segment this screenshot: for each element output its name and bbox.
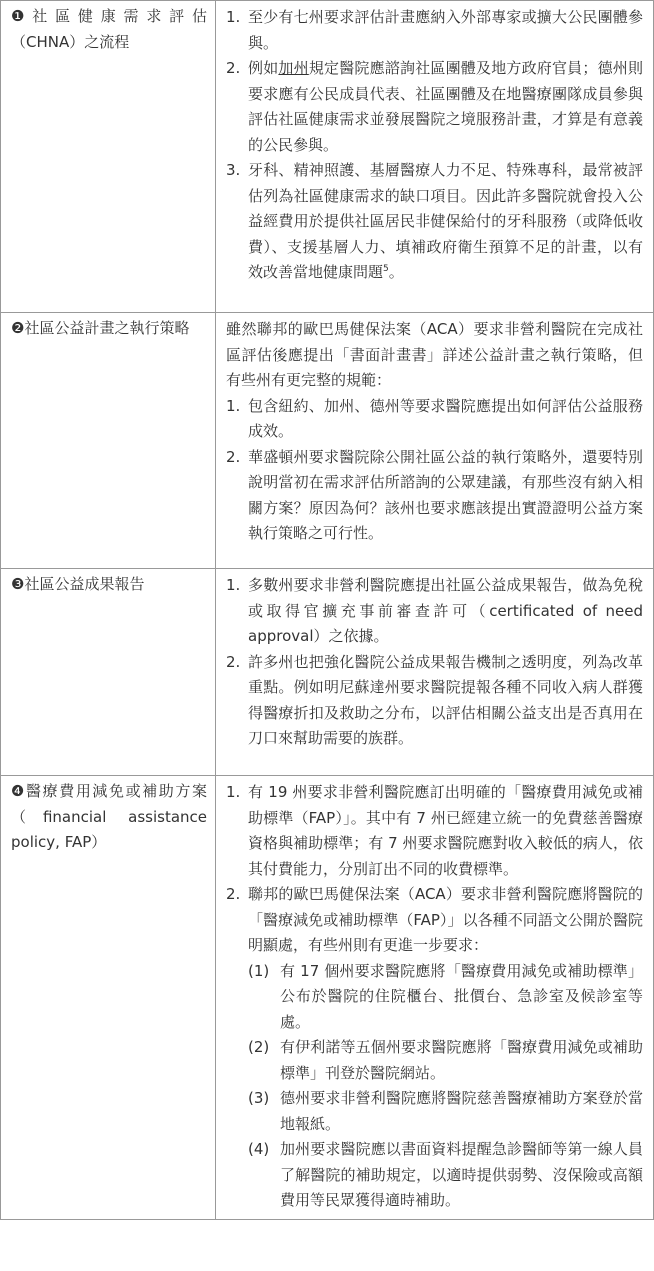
table-row xyxy=(1,569,654,776)
list-text: 多數州要求非營利醫院應提出社區公益成果報告，做為免稅或取得官擴充事前審查許可（certificated of need approval）之依據。 xyxy=(248,576,643,645)
list-number: 1. xyxy=(226,576,241,594)
numbered-list xyxy=(226,5,643,286)
sub-list-text: 德州要求非營利醫院應將醫院慈善醫療補助方案登於當地報紙。 xyxy=(280,1089,643,1133)
table-row xyxy=(1,313,654,569)
row-content-cell xyxy=(216,1,654,313)
list-item xyxy=(226,650,643,752)
list-number: 1. xyxy=(226,396,241,415)
list-text: 許多州也把強化醫院公益成果報告機制之透明度，列為改革重點。例如明尼蘇達州要求醫院提報各種不同收入病人群獲得醫療折扣及救助之分布，以評估相關公益支出是否真用在刀口來幫助需要的族群。 xyxy=(248,652,643,747)
sub-list-text: 加州要求醫院應以書面資料提醒急診醫師等第一線人員了解醫院的補助規定，以適時提供弱勢、沒保險或高額費用等民眾獲得適時補助。 xyxy=(280,1140,643,1209)
sub-list-number: (4) xyxy=(248,1140,270,1158)
table-row xyxy=(1,1,654,313)
sub-list-number: (2) xyxy=(248,1038,270,1056)
numbered-list xyxy=(226,573,643,752)
underlined-text: 加州 xyxy=(278,59,309,77)
list-item xyxy=(226,56,643,158)
list-text xyxy=(248,56,643,158)
list-text: 包含紐約、加州、德州等要求醫院應提出如何評估公益服務成效。 xyxy=(248,396,643,440)
row-title: ❸社區公益成果報告 xyxy=(11,575,145,593)
row-title: ❶社區健康需求評估（CHNA）之流程 xyxy=(11,7,207,51)
sub-list-text: 有伊利諾等五個州要求醫院應將「醫療費用減免或補助標準」刊登於醫院網站。 xyxy=(280,1038,643,1082)
list-item xyxy=(226,780,643,882)
list-text-suffix: 。 xyxy=(388,263,404,281)
list-item xyxy=(226,573,643,650)
list-text: 至少有七州要求評估計畫應納入外部專家或擴大公民團體參與。 xyxy=(248,8,643,52)
list-text: 有 19 州要求非營利醫院應訂出明確的「醫療費用減免或補助標準（FAP）」。其中有 7 州已經建立統一的免費慈善醫療資格與補助標準；有 7 州要求醫院應對收入較低的病人，依其付費能力，分別訂出不同的收費標準。 xyxy=(248,783,643,878)
row-title: ❷社區公益計畫之執行策略 xyxy=(11,319,190,337)
row-title: ❹醫療費用減免或補助方案（financial assistance policy, FAP） xyxy=(11,782,207,851)
list-number: 1. xyxy=(226,783,241,801)
numbered-list xyxy=(226,780,643,959)
sub-list-number: (1) xyxy=(248,961,270,980)
sub-list-item xyxy=(248,959,643,1036)
list-item xyxy=(226,445,643,547)
list-text-prefix: 例如 xyxy=(248,59,279,77)
sub-list-item xyxy=(248,1035,643,1086)
row-title-cell xyxy=(1,313,216,569)
list-text-body: 牙科、精神照護、基層醫療人力不足、特殊專科，最常被評估列為社區健康需求的缺口項目。因此許多醫院就會投入公益經費用於提供社區居民非健保給付的牙科服務（或降低收費）、支援基層人力、填補政府衛生預算不足的計畫，以有效改善當地健康問題 xyxy=(248,161,643,281)
list-item xyxy=(226,158,643,286)
row-content-cell xyxy=(216,313,654,569)
sub-list-text: 有 17 個州要求醫院應將「醫療費用減免或補助標準」公布於醫院的住院櫃台、批價台、急診室及候診室等處。 xyxy=(280,961,643,1031)
list-number: 2. xyxy=(226,652,241,671)
list-text xyxy=(248,158,643,286)
footnote-marker: 5 xyxy=(383,264,389,274)
row-content-cell xyxy=(216,569,654,776)
row-title-cell xyxy=(1,569,216,776)
list-number: 2. xyxy=(226,447,241,466)
sub-list-item xyxy=(248,1137,643,1214)
row-content-cell xyxy=(216,776,654,1220)
list-item xyxy=(226,882,643,959)
list-item xyxy=(226,394,643,445)
list-text: 華盛頓州要求醫院除公開社區公益的執行策略外，還要特別說明當初在需求評估所諮詢的公眾建議，有那些沒有納入相關方案？原因為何？該州也要求應該提出實證證明公益方案執行策略之可行性。 xyxy=(248,447,643,542)
list-text: 聯邦的歐巴馬健保法案（ACA）要求非營利醫院應將醫院的「醫療減免或補助標準（FAP）」以各種不同語文公開於醫院明顯處，有些州則有更進一步要求： xyxy=(248,885,643,954)
sub-list xyxy=(226,959,643,1214)
list-number: 3. xyxy=(226,161,241,179)
sub-list-item xyxy=(248,1086,643,1137)
list-item xyxy=(226,5,643,56)
row-title-cell xyxy=(1,776,216,1220)
intro-paragraph: 雖然聯邦的歐巴馬健保法案（ACA）要求非營利醫院在完成社區評估後應提出「書面計畫書」詳述公益計畫之執行策略，但有些州有更完整的規範： xyxy=(226,320,643,389)
sub-list-number: (3) xyxy=(248,1089,270,1107)
list-number: 2. xyxy=(226,59,241,77)
row-title-cell xyxy=(1,1,216,313)
list-number: 1. xyxy=(226,8,241,26)
numbered-list xyxy=(226,394,643,547)
table-row xyxy=(1,776,654,1220)
list-number: 2. xyxy=(226,885,241,903)
list-text-body: 規定醫院應諮詢社區團體及地方政府官員；德州則要求應有公民成員代表、社區團體及在地醫療團隊成員參與評估社區健康需求並發展醫院之境服務計畫，才算是有意義的公民參與。 xyxy=(248,59,643,154)
